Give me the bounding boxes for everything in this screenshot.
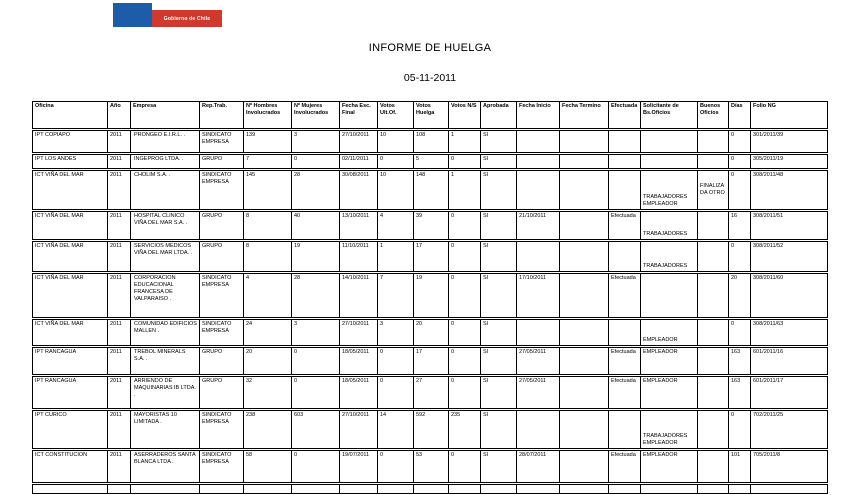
column-header: Fecha Termino <box>560 101 609 129</box>
table-cell <box>698 410 729 449</box>
table-cell <box>414 484 449 494</box>
table-cell: 8 <box>244 211 292 240</box>
column-header: Solicitante de Bs.Oficios <box>641 101 698 129</box>
table-cell: Efectuada <box>609 376 641 409</box>
table-cell: FINALIZADA OTRO <box>698 170 729 210</box>
table-cell: 2011 <box>108 170 131 210</box>
table-cell: HOSPITAL CLINICO VIÑA DEL MAR S.A. . <box>131 211 200 240</box>
table-cell: 0 <box>449 376 481 409</box>
table-cell: 145 <box>244 170 292 210</box>
table-cell: 1 <box>378 241 414 272</box>
report-title: INFORME DE HUELGA <box>368 42 492 54</box>
table-cell: 17/10/2011 <box>517 273 560 318</box>
table-cell: SI <box>481 211 517 240</box>
table-cell: SI <box>481 347 517 375</box>
table-cell: 0 <box>729 130 751 153</box>
table-cell: ASERRADEROS SANTA BLANCA LTDA . <box>131 450 200 483</box>
table-cell: 2011 <box>108 211 131 240</box>
table-cell: TRABAJADORES <box>641 211 698 240</box>
table-cell <box>641 130 698 153</box>
column-header: Folio NG <box>751 101 828 129</box>
report-date: 05-11-2011 <box>403 72 457 84</box>
table-cell: CORPORACION EDUCACIONAL FRANCESA DE VALPARAISO . <box>131 273 200 318</box>
table-cell: GRUPO <box>200 376 244 409</box>
table-row <box>32 273 828 318</box>
table-cell: 108 <box>414 130 449 153</box>
table-cell <box>698 154 729 169</box>
table-row <box>32 347 828 375</box>
table-cell <box>32 484 108 494</box>
table-cell: COMUNIDAD EDIFICIOS MALLEN . <box>131 319 200 346</box>
table-cell: ICT VIÑA DEL MAR <box>32 211 108 240</box>
table-cell: 101 <box>729 450 751 483</box>
table-cell: 1 <box>449 170 481 210</box>
table-cell <box>378 484 414 494</box>
table-cell: 27/05/2011 <box>517 347 560 375</box>
table-cell: 0 <box>378 154 414 169</box>
table-cell: Efectuada <box>609 450 641 483</box>
table-cell: 2011 <box>108 130 131 153</box>
table-cell: ICT VIÑA DEL MAR <box>32 273 108 318</box>
table-cell: PRONGEO E.I.R.L. . <box>131 130 200 153</box>
column-header: Nº Hombres Involucrados <box>244 101 292 129</box>
table-cell: 0 <box>729 241 751 272</box>
column-header: Fecha Inicio <box>517 101 560 129</box>
table-cell: 308/2011/48 <box>751 170 828 210</box>
table-cell: 8 <box>244 241 292 272</box>
table-cell: 19 <box>292 241 340 272</box>
table-cell: IPT RANCAGUA <box>32 376 108 409</box>
table-cell: 5 <box>414 154 449 169</box>
table-row <box>32 484 828 494</box>
table-cell: EMPLEADOR <box>641 347 698 375</box>
table-cell: 19 <box>414 273 449 318</box>
column-header: Efectuada <box>609 101 641 129</box>
table-cell: GRUPO <box>200 211 244 240</box>
table-cell <box>698 241 729 272</box>
table-cell: 603 <box>292 410 340 449</box>
table-cell: EMPLEADOR <box>641 450 698 483</box>
column-header: Votos Huelga <box>414 101 449 129</box>
table-cell: 27/10/2011 <box>340 319 378 346</box>
table-cell: SI <box>481 410 517 449</box>
table-cell: 0 <box>729 170 751 210</box>
table-cell: 0 <box>449 450 481 483</box>
table-cell <box>517 170 560 210</box>
table-cell: SINDICATO EMPRESA <box>200 450 244 483</box>
table-cell: ICT CONSTITUCION <box>32 450 108 483</box>
table-cell: 705/2011/8 <box>751 450 828 483</box>
table-cell: EMPLEADOR <box>641 376 698 409</box>
table-cell: SI <box>481 376 517 409</box>
table-cell: ICT VIÑA DEL MAR <box>32 170 108 210</box>
table-cell: 16 <box>729 211 751 240</box>
table-cell <box>560 241 609 272</box>
table-cell <box>698 347 729 375</box>
table-cell: 305/2011/19 <box>751 154 828 169</box>
table-cell: SI <box>481 241 517 272</box>
table-cell: 20 <box>414 319 449 346</box>
table-cell: 592 <box>414 410 449 449</box>
table-cell: 3 <box>378 319 414 346</box>
table-row <box>32 241 828 272</box>
table-cell: 1 <box>449 130 481 153</box>
table-cell: 0 <box>292 347 340 375</box>
table-cell <box>340 484 378 494</box>
table-cell: GRUPO <box>200 241 244 272</box>
table-cell: SINDICATO EMPRESA <box>200 273 244 318</box>
table-cell: SERVICIOS MEDICOS VIÑA DEL MAR LTDA. . <box>131 241 200 272</box>
table-cell: 0 <box>449 347 481 375</box>
table-cell: 308/2011/60 <box>751 273 828 318</box>
table-cell: SINDICATO EMPRESA <box>200 410 244 449</box>
table-cell: 30/08/2011 <box>340 170 378 210</box>
column-header: Empresa <box>131 101 200 129</box>
table-cell: 2011 <box>108 410 131 449</box>
table-cell: 10 <box>378 130 414 153</box>
table-cell: 2011 <box>108 376 131 409</box>
table-cell: 11/10/2011 <box>340 241 378 272</box>
table-cell: TRABAJADORES EMPLEADOR <box>641 170 698 210</box>
table-cell: 163 <box>729 376 751 409</box>
table-cell: EMPLEADOR <box>641 319 698 346</box>
table-cell <box>641 154 698 169</box>
table-cell <box>517 484 560 494</box>
table-cell <box>560 130 609 153</box>
table-cell <box>108 484 131 494</box>
column-header: Fecha Esc. Final <box>340 101 378 129</box>
table-body <box>32 130 828 494</box>
table-cell <box>560 347 609 375</box>
table-cell: 301/2011/39 <box>751 130 828 153</box>
table-cell: 601/2011/16 <box>751 347 828 375</box>
column-header: Votos N/S <box>449 101 481 129</box>
table-cell <box>609 154 641 169</box>
table-cell <box>641 273 698 318</box>
table-cell: 308/2011/52 <box>751 241 828 272</box>
table-cell: 02/11/2011 <box>340 154 378 169</box>
table-cell: SINDICATO EMPRESA <box>200 319 244 346</box>
table-cell: 53 <box>414 450 449 483</box>
table-row <box>32 211 828 240</box>
table-cell: 28 <box>292 273 340 318</box>
table-cell: 7 <box>378 273 414 318</box>
table-cell <box>517 319 560 346</box>
table-cell <box>698 376 729 409</box>
table-cell: 10 <box>378 170 414 210</box>
table-cell: 32 <box>244 376 292 409</box>
table-cell: 235 <box>449 410 481 449</box>
table-cell: 20 <box>244 347 292 375</box>
table-cell: 163 <box>729 347 751 375</box>
table-cell: SI <box>481 170 517 210</box>
table-cell: GRUPO <box>200 154 244 169</box>
table-cell <box>698 484 729 494</box>
table-row <box>32 130 828 153</box>
table-cell: ARRIENDO DE MAQUINARIAS IB LTDA. . <box>131 376 200 409</box>
table-cell: 0 <box>292 376 340 409</box>
table-cell: IPT CURICO <box>32 410 108 449</box>
table-cell: 3 <box>292 130 340 153</box>
table-cell: 58 <box>244 450 292 483</box>
table-cell: 0 <box>449 211 481 240</box>
table-cell: 0 <box>378 376 414 409</box>
table-cell <box>698 130 729 153</box>
table-cell: 0 <box>729 154 751 169</box>
table-cell: 4 <box>378 211 414 240</box>
table-cell <box>517 410 560 449</box>
table-cell: CHOLIM S.A. . <box>131 170 200 210</box>
table-cell <box>560 450 609 483</box>
column-header: Buenos Oficios <box>698 101 729 129</box>
table-cell: 20 <box>729 273 751 318</box>
table-cell <box>560 211 609 240</box>
table-cell: 2011 <box>108 319 131 346</box>
table-cell: 2011 <box>108 347 131 375</box>
table-cell: 0 <box>729 319 751 346</box>
table-cell: 238 <box>244 410 292 449</box>
table-cell: 2011 <box>108 450 131 483</box>
table-cell: 27/10/2011 <box>340 130 378 153</box>
table-cell: TREBOL MINERALS S.A. . <box>131 347 200 375</box>
table-cell: 3 <box>292 319 340 346</box>
table-cell <box>729 484 751 494</box>
table-cell: 28/07/2011 <box>517 450 560 483</box>
table-cell: SI <box>481 450 517 483</box>
table-cell <box>517 154 560 169</box>
table-cell <box>292 484 340 494</box>
table-cell <box>698 450 729 483</box>
table-row <box>32 319 828 346</box>
table-cell: IPT LOS ANDES <box>32 154 108 169</box>
table-cell: 0 <box>292 154 340 169</box>
table-cell: 0 <box>449 273 481 318</box>
column-header: Rep.Trab. <box>200 101 244 129</box>
table-cell <box>244 484 292 494</box>
table-cell: 39 <box>414 211 449 240</box>
table-cell: SI <box>481 130 517 153</box>
column-header: Aprobada <box>481 101 517 129</box>
table-cell: 13/10/2011 <box>340 211 378 240</box>
table-cell <box>560 410 609 449</box>
table-cell: 27 <box>414 376 449 409</box>
table-row <box>32 450 828 483</box>
column-header: Oficina <box>32 101 108 129</box>
table-cell <box>609 484 641 494</box>
table-cell: IPT COPIAPO <box>32 130 108 153</box>
table-cell <box>698 211 729 240</box>
table-cell: 0 <box>729 410 751 449</box>
table-cell: 27/05/2011 <box>517 376 560 409</box>
table-cell <box>517 241 560 272</box>
table-cell: 2011 <box>108 154 131 169</box>
table-cell: 14/10/2011 <box>340 273 378 318</box>
table-cell <box>560 154 609 169</box>
table-row <box>32 376 828 409</box>
table-cell <box>560 319 609 346</box>
table-cell <box>609 241 641 272</box>
table-cell <box>131 484 200 494</box>
table-cell: TRABAJADORES EMPLEADOR <box>641 410 698 449</box>
table-cell: 2011 <box>108 273 131 318</box>
table-cell <box>609 319 641 346</box>
table-row <box>32 410 828 449</box>
table-cell <box>200 484 244 494</box>
table-header-row <box>32 101 828 129</box>
table-cell: Efectuada <box>609 347 641 375</box>
table-cell: SINDICATO EMPRESA <box>200 130 244 153</box>
table-cell <box>641 484 698 494</box>
table-cell: 14 <box>378 410 414 449</box>
table-cell: 601/2011/17 <box>751 376 828 409</box>
table-cell: 148 <box>414 170 449 210</box>
table-cell <box>609 170 641 210</box>
table-cell <box>560 484 609 494</box>
table-row <box>32 170 828 210</box>
table-cell <box>698 319 729 346</box>
column-header: Votos Ult.Of. <box>378 101 414 129</box>
table-cell: 7 <box>244 154 292 169</box>
table-cell: ICT VIÑA DEL MAR <box>32 319 108 346</box>
table-cell: 24 <box>244 319 292 346</box>
table-cell: 18/05/2011 <box>340 376 378 409</box>
table-cell <box>481 484 517 494</box>
logo-red-banner <box>152 10 222 27</box>
table-cell: INGEPROG LTDA. . <box>131 154 200 169</box>
logo-text: Gobierno de Chile <box>163 15 211 22</box>
table-cell: 702/2011/25 <box>751 410 828 449</box>
table-cell: 0 <box>449 241 481 272</box>
table-cell <box>751 484 828 494</box>
table-cell <box>560 273 609 318</box>
table-cell: 308/2011/51 <box>751 211 828 240</box>
table-cell: 2011 <box>108 241 131 272</box>
logo-blue-square <box>113 3 152 27</box>
table-cell: 0 <box>378 450 414 483</box>
table-cell: IPT RANCAGUA <box>32 347 108 375</box>
column-header: Días <box>729 101 751 129</box>
column-header: Nº Mujeres Involucrados <box>292 101 340 129</box>
table-cell: 0 <box>449 319 481 346</box>
table-cell: TRABAJADORES <box>641 241 698 272</box>
table-cell: 0 <box>292 450 340 483</box>
table-cell: 21/10/2011 <box>517 211 560 240</box>
table-cell: SI <box>481 319 517 346</box>
table-cell: SI <box>481 273 517 318</box>
table-cell <box>560 170 609 210</box>
table-cell <box>517 130 560 153</box>
huelga-table <box>32 100 828 495</box>
table-cell: MAYORISTAS 10 LIMITADA . <box>131 410 200 449</box>
table-cell: SINDICATO EMPRESA <box>200 170 244 210</box>
table-cell: 27/10/2011 <box>340 410 378 449</box>
table-cell: ICT VIÑA DEL MAR <box>32 241 108 272</box>
table-cell <box>698 273 729 318</box>
table-cell: 0 <box>378 347 414 375</box>
table-cell: SI <box>481 154 517 169</box>
table-cell: 308/2011/63 <box>751 319 828 346</box>
table-cell: 17 <box>414 241 449 272</box>
table-cell: 19/07/2011 <box>340 450 378 483</box>
table-cell: Efectuada <box>609 273 641 318</box>
table-cell <box>609 130 641 153</box>
table-cell <box>449 484 481 494</box>
table-cell: 17 <box>414 347 449 375</box>
table-cell: 139 <box>244 130 292 153</box>
table-cell <box>560 376 609 409</box>
table-row <box>32 154 828 169</box>
column-header: Año <box>108 101 131 129</box>
table-cell: 4 <box>244 273 292 318</box>
table-cell: 0 <box>449 154 481 169</box>
table-cell: 18/05/2011 <box>340 347 378 375</box>
table-cell: 28 <box>292 170 340 210</box>
table-cell <box>609 410 641 449</box>
table-cell: 40 <box>292 211 340 240</box>
table-cell: GRUPO <box>200 347 244 375</box>
table-cell: Efectuada <box>609 211 641 240</box>
